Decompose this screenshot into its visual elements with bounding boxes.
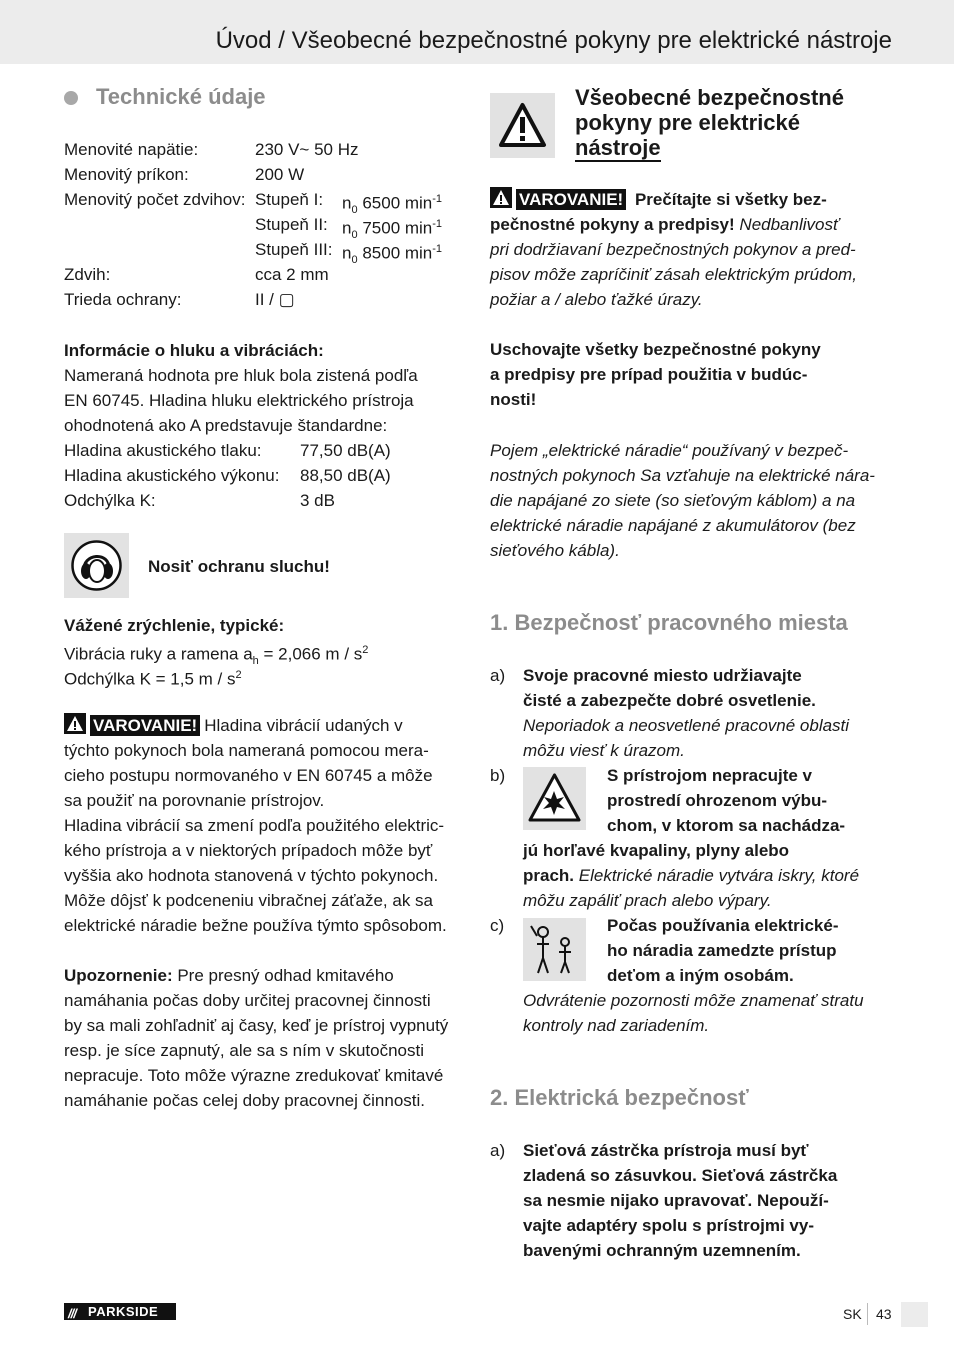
tech-value: cca 2 mm: [255, 265, 329, 284]
work-b-text: jú horľavé kvapaliny, plyny alebo: [523, 841, 790, 860]
work-c-text: ho náradia zamedzte prístup: [607, 941, 837, 960]
note-text: by sa mali zohľadniť aj časy, keď je prístroj vypnutý: [64, 1016, 449, 1035]
tech-value: 230 V~ 50 Hz: [255, 140, 359, 159]
vibration-heading: Vážené zrýchlenie, typické:: [64, 616, 285, 635]
noise-text: Nameraná hodnota pre hluk bola zistená podľa: [64, 366, 418, 385]
keep-instructions: a predpisy pre prípad použitia v budúc-: [490, 365, 808, 384]
tech-label: Menovitý počet zdvihov:: [64, 190, 246, 209]
general-title: Všeobecné bezpečnostné pokyny pre elektrické nástroje: [575, 85, 844, 160]
tech-stage: Stupeň III:: [255, 240, 333, 259]
warning-text: kého prístroja a v niektorých prípadoch môže byť: [64, 841, 433, 860]
term-text: die napájané zo siete (so sieťovým káblom) a na: [490, 491, 856, 510]
item-label: b): [490, 766, 506, 785]
item-label: a): [490, 666, 506, 685]
noise-heading: Informácie o hluku a vibráciách:: [64, 341, 324, 360]
note-text: namáhanie počas celej doby pracovnej činnosti.: [64, 1091, 426, 1110]
work-a-text: čisté a zabezpečte dobré osvetlenie.: [523, 691, 816, 710]
language-code: SK: [843, 1306, 862, 1322]
electric-a-text: zladená so zásuvkou. Sieťová zástrčka: [523, 1166, 838, 1185]
work-b-text: môžu zapáliť prach alebo výpary.: [523, 891, 772, 910]
warning-text: Môže dôjsť k podceneniu vibračnej záťaže, ak sa: [64, 891, 434, 910]
parkside-logo: /// PARKSIDE: [64, 1303, 176, 1320]
tech-label: Trieda ochrany:: [64, 290, 182, 309]
vibration-line: Vibrácia ruky a ramena $a_h = 2,066$ m / $s^2$: [64, 644, 369, 668]
work-b-text: prostredí ohrozenom výbu-: [607, 791, 828, 810]
page-tab: [901, 1302, 928, 1327]
note-text: resp. je síce zapnutý, ale sa s ním v skutočnosti: [64, 1041, 424, 1060]
ear-protection-icon: [64, 533, 129, 598]
explosion-hazard-icon: [523, 767, 586, 830]
electric-safety-title: 2. Elektrická bezpečnosť: [490, 1085, 749, 1110]
work-b-text: chom, v ktorom sa nachádza-: [607, 816, 846, 835]
tech-stage: Stupeň II:: [255, 215, 328, 234]
note-text: nepracuje. Toto môže výrazne zredukovať kmitavé: [64, 1066, 444, 1085]
work-a-text: môžu viesť k úrazom.: [523, 741, 685, 760]
warning-text: vyššia ako hodnota stanovená v týchto pokynoch.: [64, 866, 439, 885]
keep-instructions: Uschovajte všetky bezpečnostné pokyny: [490, 340, 821, 359]
general-warning-text: pisov môže zapríčiniť zásah elektrickým prúdom,: [490, 265, 857, 284]
term-text: elektrické náradie napájané z akumulátorov (bez: [490, 516, 856, 535]
work-a-text: Neporiadok a neosvetlené pracovné oblasti: [523, 716, 850, 735]
footer-divider: [867, 1303, 868, 1325]
warning-text: týchto pokynoch bola nameraná pomocou mera-: [64, 741, 429, 760]
warning-triangle-icon: [64, 713, 86, 734]
ear-protection-text: Nosiť ochranu sluchu!: [148, 557, 330, 576]
tech-title: Technické údaje: [96, 84, 266, 109]
noise-label: Hladina akustického výkonu:: [64, 466, 280, 485]
tech-label: Menovité napätie:: [64, 140, 199, 159]
noise-label: Hladina akustického tlaku:: [64, 441, 262, 460]
general-warning-line: pečnostné pokyny a predpisy! Nedbanlivosť: [490, 215, 839, 234]
term-text: nostných pokynoch Sa vzťahuje na elektrické nára-: [490, 466, 875, 485]
work-c-text: Počas používania elektrické-: [607, 916, 839, 935]
item-label: c): [490, 916, 505, 935]
vibration-line: Odchýlka K = 1,5 m / $s^2$: [64, 669, 242, 689]
work-safety-title: 1. Bezpečnosť pracovného miesta: [490, 610, 848, 635]
tech-stroke-value: $n_0$ 6500 $\min^{-1}$: [342, 193, 443, 217]
general-warning-line: VAROVANIE! Prečítajte si všetky bez-: [490, 187, 827, 212]
warning-text: cieho postupu normovaného v EN 60745 a môže: [64, 766, 433, 785]
electric-a-text: bavenými ochranným uzemnením.: [523, 1241, 801, 1260]
warning-sign-icon: [490, 93, 555, 158]
term-text: Pojem „elektrické náradie“ používaný v bezpeč-: [490, 441, 849, 460]
noise-value: 3 dB: [300, 491, 335, 510]
tech-stage: Stupeň I:: [255, 190, 324, 209]
warning-text: Hladina vibrácií sa zmení podľa použitého elektric-: [64, 816, 445, 835]
general-warning-text: požiar a / alebo ťažké úrazy.: [490, 290, 703, 309]
warning-tag: VAROVANIE!: [516, 189, 626, 210]
tech-label: Menovitý príkon:: [64, 165, 189, 184]
note-line: Upozornenie: Pre presný odhad kmitavého: [64, 966, 394, 985]
noise-text: ohodnotená ako A predstavuje štandardne:: [64, 416, 388, 435]
work-a-text: Svoje pracovné miesto udržiavajte: [523, 666, 802, 685]
noise-value: 88,50 dB(A): [300, 466, 391, 485]
work-b-text: prach. Elektrické náradie vytvára iskry, ktoré: [523, 866, 860, 885]
electric-a-text: Sieťová zástrčka prístroja musí byť: [523, 1141, 809, 1160]
warning-text: elektrické náradie bežne používa týmto spôsobom.: [64, 916, 447, 935]
work-c-text: deťom a iným osobám.: [607, 966, 794, 985]
warning-tag: VAROVANIE!: [90, 715, 200, 736]
general-warning-text: pri dodržiavaní bezpečnostných pokynov a pred-: [490, 240, 856, 259]
work-c-text: Odvrátenie pozornosti môže znamenať stratu: [523, 991, 864, 1010]
tech-stroke-value: $n_0$ 8500 $\min^{-1}$: [342, 243, 443, 267]
keep-instructions: nosti!: [490, 390, 537, 409]
noise-label: Odchýlka K:: [64, 491, 156, 510]
page-title: Úvod / Všeobecné bezpečnostné pokyny pre elektrické nástroje: [215, 27, 892, 54]
warning-line: VAROVANIE! Hladina vibrácií udaných v: [64, 713, 403, 738]
electric-a-text: vajte adaptéry spolu s prístrojmi vy-: [523, 1216, 814, 1235]
work-b-text: S prístrojom nepracujte v: [607, 766, 812, 785]
noise-text: EN 60745. Hladina hluku elektrického prístroja: [64, 391, 414, 410]
noise-value: 77,50 dB(A): [300, 441, 391, 460]
electric-a-text: sa nesmie nijako upravovať. Nepouží-: [523, 1191, 829, 1210]
keep-away-bystanders-icon: [523, 918, 586, 981]
page-number: 43: [876, 1306, 892, 1322]
tech-stroke-value: $n_0$ 7500 $\min^{-1}$: [342, 218, 443, 242]
work-c-text: kontroly nad zariadením.: [523, 1016, 710, 1035]
tech-value: II / ▢: [255, 290, 295, 309]
note-text: namáhania počas doby určitej pracovnej činnosti: [64, 991, 431, 1010]
page-header: [0, 0, 954, 64]
term-text: sieťového kábla).: [490, 541, 620, 560]
warning-triangle-icon: [490, 187, 512, 208]
tech-label: Zdvih:: [64, 265, 111, 284]
tech-value: 200 W: [255, 165, 305, 184]
section-bullet-icon: [64, 91, 78, 105]
item-label: a): [490, 1141, 506, 1160]
warning-text: sa použiť na porovnanie prístrojov.: [64, 791, 325, 810]
